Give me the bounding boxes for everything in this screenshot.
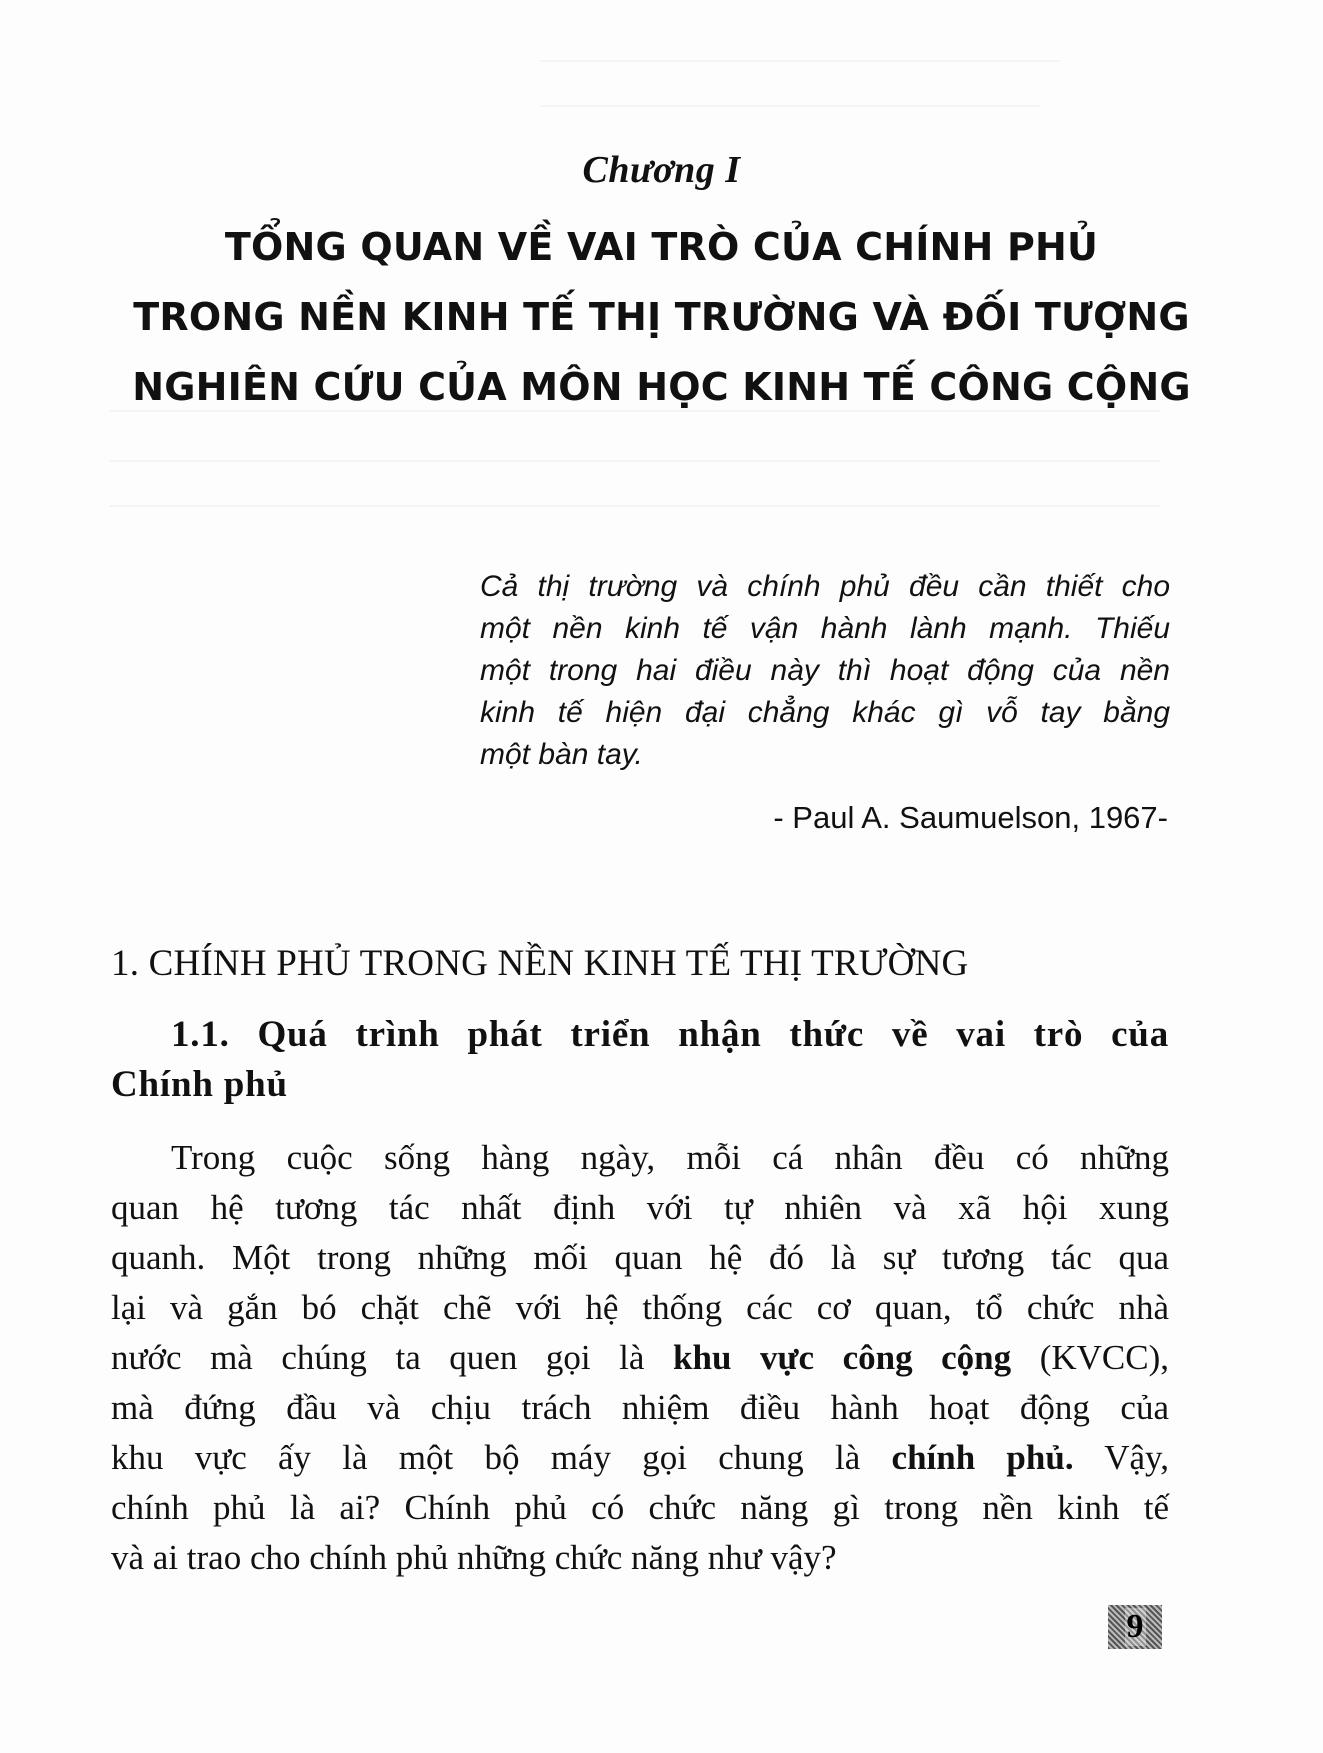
page-number: 9 bbox=[1126, 1608, 1144, 1645]
paragraph-text: (KVCC), bbox=[1011, 1338, 1170, 1377]
chapter-title-line: TRONG NỀN KINH TẾ THỊ TRƯỜNG VÀ ĐỐI TƯỢNG bbox=[133, 295, 1190, 339]
bold-term-chinh-phu: chính phủ. bbox=[891, 1438, 1074, 1477]
epigraph-quote bbox=[480, 566, 1170, 776]
chapter-title-line: TỔNG QUAN VỀ VAI TRÒ CỦA CHÍNH PHỦ bbox=[224, 225, 1099, 269]
paragraph-line bbox=[111, 1433, 1169, 1483]
chapter-label: Chương I bbox=[582, 149, 741, 191]
bleed-through-line bbox=[540, 105, 1040, 107]
subsection-heading-line: Chính phủ bbox=[111, 1064, 288, 1105]
paragraph-line: Trong cuộc sống hàng ngày, mỗi cá nhân đều có những bbox=[171, 1138, 1169, 1177]
page-number-badge bbox=[1108, 1605, 1162, 1649]
section-heading: 1. CHÍNH PHỦ TRONG NỀN KINH TẾ THỊ TRƯỜNG bbox=[111, 943, 969, 984]
epigraph-attribution: - Paul A. Saumuelson, 1967- bbox=[773, 800, 1168, 835]
epigraph-line: một nền kinh tế vận hành lành mạnh. Thiếu bbox=[480, 612, 1170, 645]
body-paragraph bbox=[111, 1133, 1169, 1583]
epigraph-line: kinh tế hiện đại chẳng khác gì vỗ tay bằng bbox=[480, 696, 1170, 729]
paragraph-text: khu vực ấy là một bộ máy gọi chung là bbox=[111, 1438, 892, 1477]
bold-term-kvcc: khu vực công cộng bbox=[673, 1338, 1012, 1377]
subsection-heading bbox=[111, 1010, 1169, 1110]
paragraph-line: mà đứng đầu và chịu trách nhiệm điều hành hoạt động của bbox=[111, 1388, 1169, 1427]
epigraph-line: một trong hai điều này thì hoạt động của nền bbox=[480, 654, 1170, 687]
paragraph-line: lại và gắn bó chặt chẽ với hệ thống các cơ quan, tổ chức nhà bbox=[111, 1288, 1169, 1327]
bleed-through-line bbox=[110, 505, 1160, 507]
paragraph-text: nước mà chúng ta quen gọi là bbox=[111, 1338, 674, 1377]
epigraph-line: Cả thị trường và chính phủ đều cần thiết cho bbox=[480, 570, 1170, 603]
paragraph-line: quanh. Một trong những mối quan hệ đó là sự tương tác qua bbox=[111, 1238, 1169, 1277]
bleed-through-line bbox=[540, 60, 1060, 62]
paragraph-line: quan hệ tương tác nhất định với tự nhiên và xã hội xung bbox=[111, 1188, 1169, 1227]
paragraph-text: Vậy, bbox=[1073, 1438, 1169, 1477]
subsection-heading-line: 1.1. Quá trình phát triển nhận thức về vai trò của bbox=[171, 1014, 1169, 1055]
paragraph-line bbox=[111, 1333, 1169, 1383]
chapter-title bbox=[100, 212, 1223, 422]
paragraph-line: chính phủ là ai? Chính phủ có chức năng gì trong nền kinh tế bbox=[111, 1488, 1169, 1527]
epigraph-line: một bàn tay. bbox=[480, 738, 643, 771]
chapter-title-line: NGHIÊN CỨU CỦA MÔN HỌC KINH TẾ CÔNG CỘNG bbox=[132, 365, 1191, 409]
bleed-through-line bbox=[110, 460, 1160, 462]
paragraph-line: và ai trao cho chính phủ những chức năng như vậy? bbox=[111, 1538, 837, 1577]
